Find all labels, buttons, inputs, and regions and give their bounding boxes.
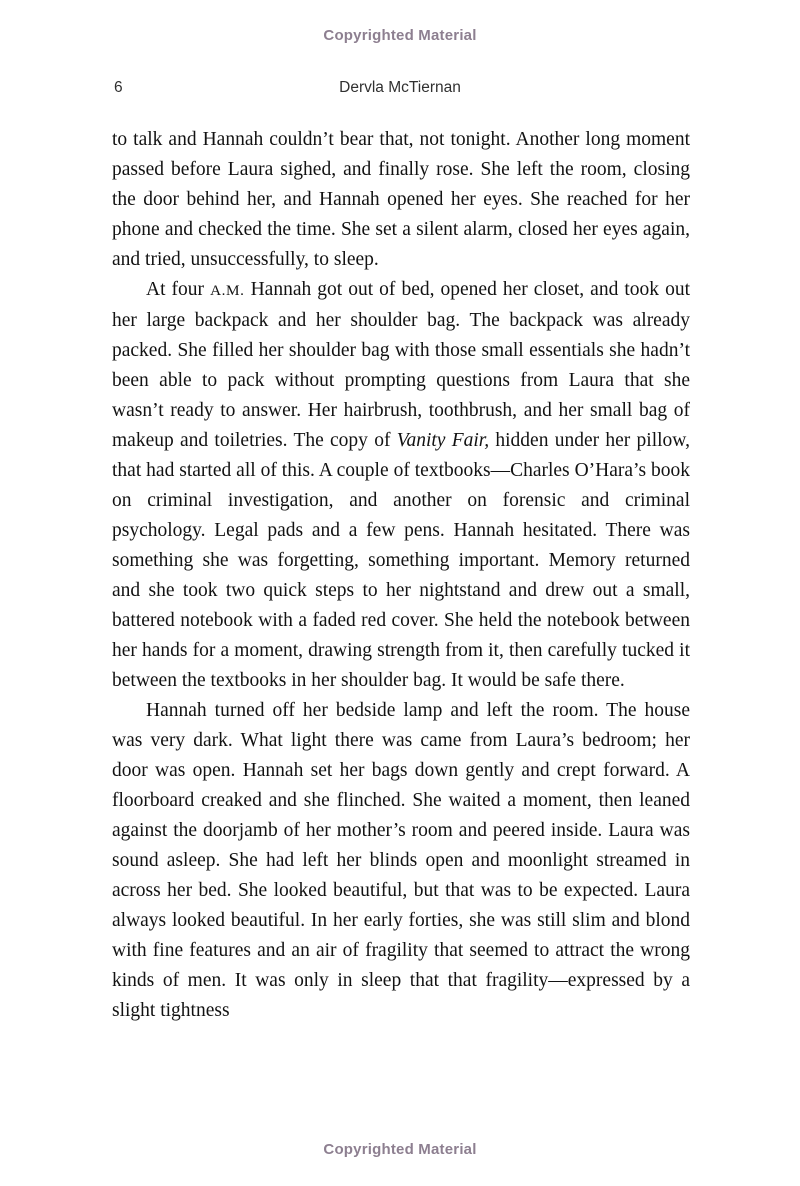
text-segment-smallcaps: A.M. [210, 282, 245, 299]
paragraph [112, 275, 690, 696]
text-segment: Hannah got out of bed, opened her closet, and took out her large backpack and her shoulder bag. The backpack was already packed. She filled her shoulder bag with those small essentials she hadn’t been able to pack without prompting questions from Laura that she wasn’t ready to answer. Her hairbrush, toothbrush, and her small bag of makeup and toiletries. The copy of [112, 279, 690, 451]
text-segment: Hannah turned off her bedside lamp and left the room. The house was very dark. What light there was came from Laura’s bedroom; her door was open. Hannah set her bags down gently and crept forward. A floorboard creaked and she flinched. She waited a moment, then leaned against the doorjamb of her mother’s room and peered inside. Laura was sound asleep. She had left her blinds open and moonlight streamed in across her bed. She looked beautiful, but that was to be expected. Laura always looked beautiful. In her early forties, she was still slim and blond with fine features and an air of fragility that seemed to attract the wrong kinds of men. It was only in sleep that that fragility—expressed by a slight tightness [112, 700, 690, 1021]
text-segment-italic: Vanity Fair, [396, 430, 490, 451]
paragraph [112, 125, 690, 275]
text-segment: hidden under her pillow, that had started all of this. A couple of textbooks—Charles O’Hara’s book on criminal investigation, and another on forensic and criminal psychology. Legal pads and a few pens. Hannah hesitated. There was something she was forgetting, something important. Memory returned and she took two quick steps to her nightstand and drew out a small, battered notebook with a faded red cover. She held the notebook between her hands for a moment, drawing strength from it, then carefully tucked it between the textbooks in her shoulder bag. It would be safe there. [112, 430, 690, 691]
page-number: 6 [114, 79, 123, 96]
paragraph [112, 696, 690, 1026]
text-segment: At four [146, 279, 211, 300]
copyright-notice-top: Copyrighted Material [323, 27, 477, 44]
running-title: Dervla McTiernan [339, 79, 461, 96]
running-header [112, 79, 688, 101]
text-segment: to talk and Hannah couldn’t bear that, not tonight. Another long moment passed before Laura sighed, and finally rose. She left the room, closing the door behind her, and Hannah opened her eyes. She reached for her phone and checked the time. She set a silent alarm, closed her eyes again, and tried, unsuccessfully, to sleep. [112, 129, 690, 270]
copyright-notice-bottom: Copyrighted Material [323, 1141, 477, 1158]
body-text [112, 125, 690, 1026]
